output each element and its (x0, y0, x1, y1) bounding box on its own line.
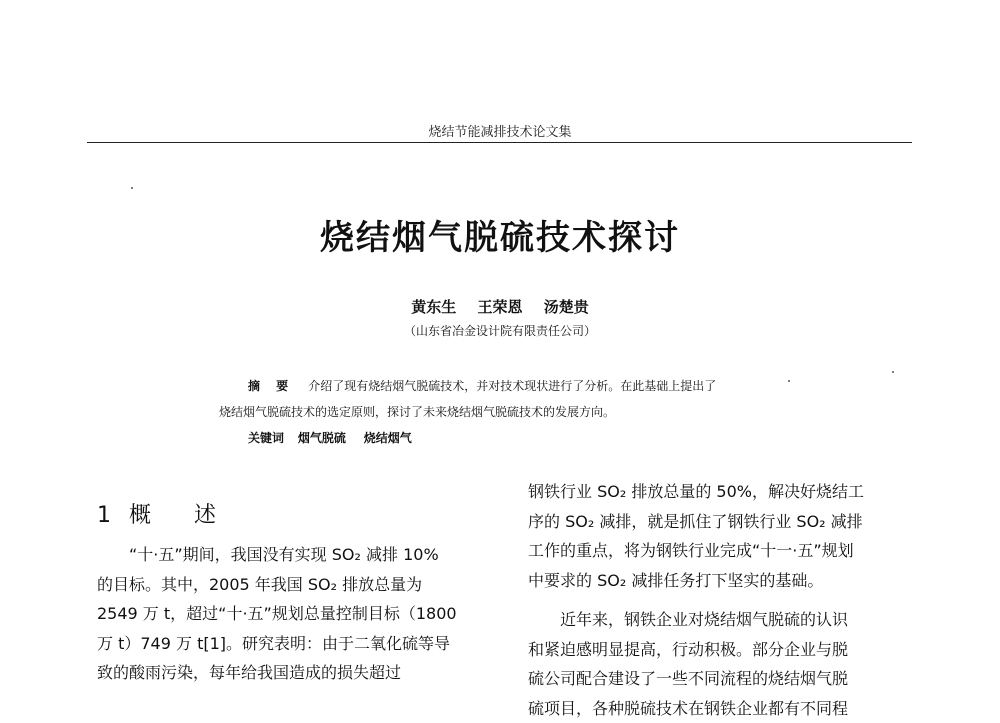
paragraph-gap (528, 595, 918, 605)
affiliation: （山东省冶金设计院有限责任公司） (0, 322, 1000, 339)
keywords-label: 关键词 (248, 431, 284, 445)
body-line: “十·五”期间，我国没有实现 SO₂ 减排 10% (97, 540, 482, 570)
scan-speck (131, 187, 133, 189)
body-line: 硫公司配合建设了一些不同流程的烧结烟气脱 (528, 664, 918, 694)
author: 汤楚贵 (544, 298, 589, 316)
abstract-text: 介绍了现有烧结烟气脱硫技术，并对技术现状进行了分析。在此基础上提出了 (308, 379, 716, 393)
abstract-label: 摘 要 (248, 379, 294, 393)
paper-title: 烧结烟气脱硫技术探讨 (0, 210, 1000, 259)
body-line: 钢铁行业 SO₂ 排放总量的 50%，解决好烧结工 (528, 477, 918, 507)
left-column (97, 540, 482, 688)
body-line: 2549 万 t，超过“十·五”规划总量控制目标（1800 (97, 599, 482, 629)
section-title: 概 述 (129, 503, 234, 528)
abstract-line (248, 377, 716, 394)
abstract-line: 烧结烟气脱硫技术的选定原则，探讨了未来烧结烟气脱硫技术的发展方向。 (219, 403, 615, 420)
right-column (528, 477, 918, 723)
running-head: 烧结节能减排技术论文集 (0, 121, 1000, 140)
scan-speck (892, 371, 894, 373)
body-line: 致的酸雨污染，每年给我国造成的损失超过 (97, 658, 482, 688)
scan-speck (788, 380, 790, 382)
section-number: 1 (97, 503, 111, 528)
body-line: 近年来，钢铁企业对烧结烟气脱硫的认识 (528, 605, 918, 635)
author: 黄东生 (411, 298, 456, 316)
header-rule (87, 142, 912, 143)
body-line: 硫项目，各种脱硫技术在钢铁企业都有不同程 (528, 694, 918, 723)
body-line: 工作的重点，将为钢铁行业完成“十一·五”规划 (528, 536, 918, 566)
keyword: 烧结烟气 (364, 431, 412, 445)
body-line: 中要求的 SO₂ 减排任务打下坚实的基础。 (528, 566, 918, 596)
body-line: 万 t）749 万 t[1]。研究表明：由于二氧化硫等导 (97, 629, 482, 659)
section-heading (97, 498, 234, 529)
keywords-line (248, 429, 426, 446)
body-line: 和紧迫感明显提高，行动积极。部分企业与脱 (528, 635, 918, 665)
keyword: 烟气脱硫 (298, 431, 346, 445)
body-line: 序的 SO₂ 减排，就是抓住了钢铁行业 SO₂ 减排 (528, 507, 918, 537)
author-list (0, 296, 1000, 317)
body-line: 的目标。其中，2005 年我国 SO₂ 排放总量为 (97, 570, 482, 600)
keyword-list (298, 431, 426, 445)
author: 王荣恩 (477, 298, 522, 316)
